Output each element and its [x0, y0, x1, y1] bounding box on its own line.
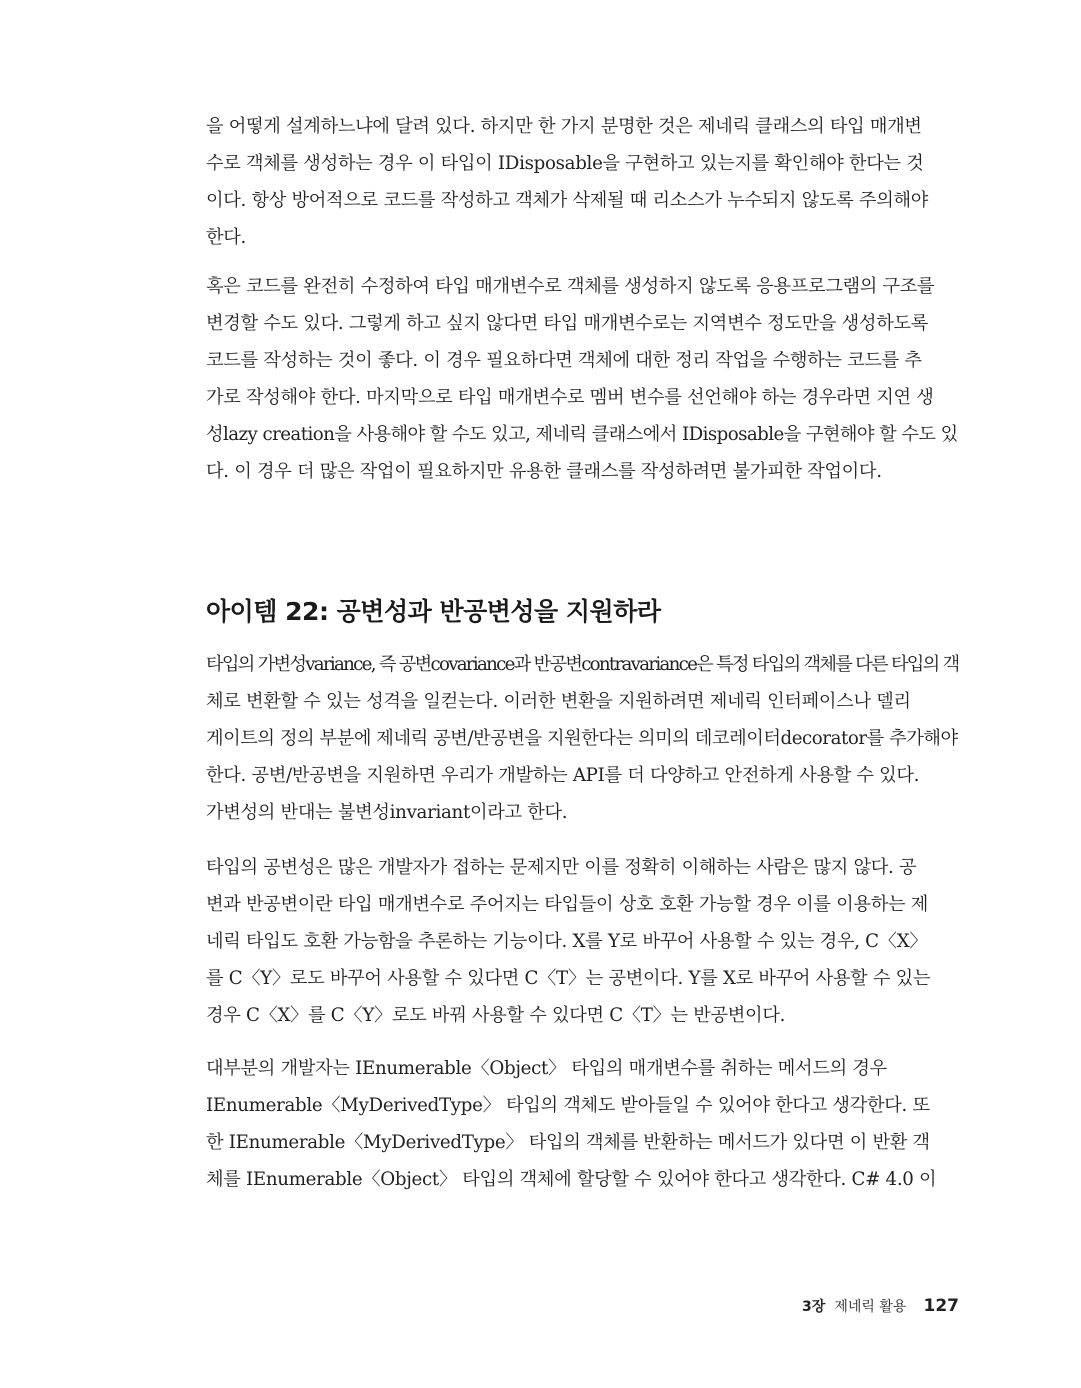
section-heading: 아이템 22: 공변성과 반공변성을 지원하라: [206, 597, 661, 626]
text-line: 한다.: [206, 227, 247, 248]
text-line: 다. 이 경우 더 많은 작업이 필요하지만 유용한 클래스를 작성하려면 불가피한 작업이다.: [206, 461, 882, 482]
paragraph-ienumerable-example: [206, 1050, 958, 1198]
text-line: 변경할 수도 있다. 그렇게 하고 싶지 않다면 타입 매개변수로는 지역변수 정도만을 생성하도록: [206, 313, 929, 334]
text-line: 한다. 공변/반공변을 지원하면 우리가 개발하는 API를 더 다양하고 안전하게 사용할 수 있다.: [206, 765, 920, 786]
chapter-title: 제네릭 활용: [834, 1299, 907, 1315]
page-number: 127: [923, 1296, 959, 1316]
paragraph-disposable-design: [206, 108, 958, 256]
paragraph-variance-definition: [206, 646, 958, 831]
text-line: 변과 반공변이란 타입 매개변수로 주어지는 타입들이 상호 호환 가능할 경우 이를 이용하는 제: [206, 894, 929, 915]
text-line: 코드를 작성하는 것이 좋다. 이 경우 필요하다면 객체에 대한 정리 작업을 수행하는 코드를 추: [206, 350, 922, 371]
paragraph-restructure: [206, 268, 958, 490]
text-line: 타입의 가변성variance, 즉 공변covariance과 반공변contravariance은 특정 타입의 객체를 다른 타입의 객: [206, 654, 958, 675]
text-line: 게이트의 정의 부분에 제네릭 공변/반공변을 지원한다는 의미의 데코레이터decorator를 추가해야: [206, 728, 958, 749]
text-line: 가변성의 반대는 불변성invariant이라고 한다.: [206, 802, 568, 823]
text-line: 성lazy creation을 사용해야 할 수도 있고, 제네릭 클래스에서 IDisposable을 구현해야 할 수도 있: [206, 424, 958, 445]
text-line: 네릭 타입도 호환 가능함을 추론하는 기능이다. X를 Y로 바꾸어 사용할 수 있는 경우, C〈X〉: [206, 931, 928, 952]
text-line: 경우 C〈X〉를 C〈Y〉로도 바꿔 사용할 수 있다면 C〈T〉는 반공변이다.: [206, 1005, 786, 1026]
text-line: IEnumerable〈MyDerivedType〉 타입의 객체도 받아들일 수 있어야 한다고 생각한다. 또: [206, 1095, 930, 1116]
text-line: 를 C〈Y〉로도 바꾸어 사용할 수 있다면 C〈T〉는 공변이다. Y를 X로 바꾸어 사용할 수 있는: [206, 968, 931, 989]
text-line: 이다. 항상 방어적으로 코드를 작성하고 객체가 삭제될 때 리소스가 누수되지 않도록 주의해야: [206, 190, 929, 211]
text-line: 을 어떻게 설계하느냐에 달려 있다. 하지만 한 가지 분명한 것은 제네릭 클래스의 타입 매개변: [206, 116, 922, 137]
text-line: 수로 객체를 생성하는 경우 이 타입이 IDisposable을 구현하고 있는지를 확인해야 한다는 것: [206, 153, 924, 174]
text-line: 가로 작성해야 한다. 마지막으로 타입 매개변수로 멤버 변수를 선언해야 하는 경우라면 지연 생: [206, 387, 934, 408]
text-line: 대부분의 개발자는 IEnumerable〈Object〉 타입의 매개변수를 취하는 메서드의 경우: [206, 1058, 887, 1079]
text-line: 체로 변환할 수 있는 성격을 일컫는다. 이러한 변환을 지원하려면 제네릭 인터페이스나 델리: [206, 691, 911, 712]
text-line: 체를 IEnumerable〈Object〉 타입의 객체에 할당할 수 있어야 한다고 생각한다. C# 4.0 이: [206, 1169, 937, 1190]
text-line: 타입의 공변성은 많은 개발자가 접하는 문제지만 이를 정확히 이해하는 사람은 많지 않다. 공: [206, 857, 917, 878]
paragraph-covariance-explained: [206, 849, 958, 1034]
text-line: 혹은 코드를 완전히 수정하여 타입 매개변수로 객체를 생성하지 않도록 응용프로그램의 구조를: [206, 276, 935, 297]
chapter-label: 3장: [801, 1299, 826, 1315]
page-footer: [802, 1296, 959, 1316]
text-line: 한 IEnumerable〈MyDerivedType〉 타입의 객체를 반환하는 메서드가 있다면 이 반환 객: [206, 1132, 930, 1153]
